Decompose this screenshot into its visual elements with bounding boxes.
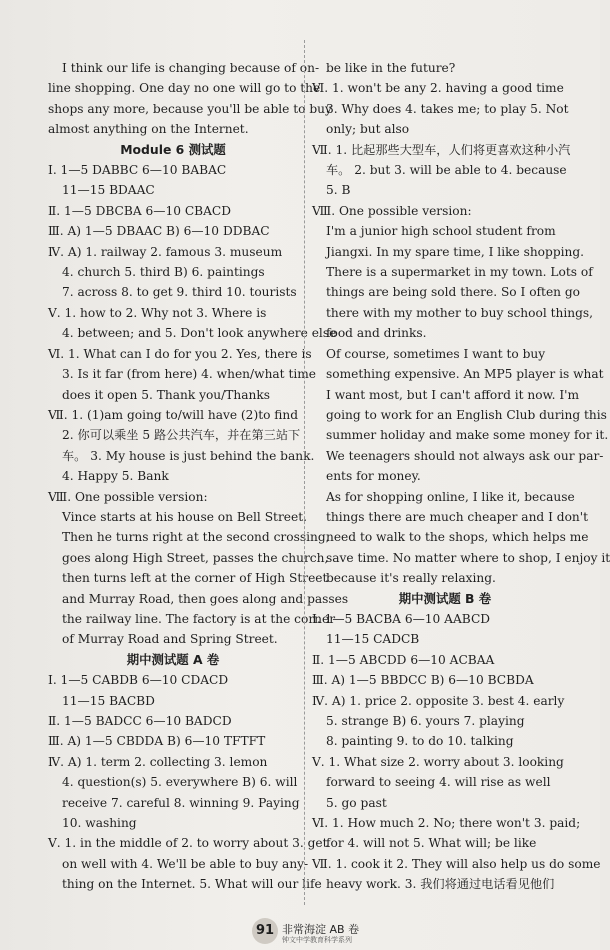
text-line: Ⅲ. A) 1—5 BBDCC B) 6—10 BCBDA xyxy=(312,673,534,688)
text-line: heavy work. 3. 我们将通过电话看见他们 xyxy=(326,877,555,892)
text-line: for 4. will not 5. What will; be like xyxy=(326,836,537,851)
text-line: ents for money. xyxy=(326,469,421,484)
text-line: Ⅴ. 1. in the middle of 2. to worry about 3. get xyxy=(48,836,328,851)
text-line: only; but also xyxy=(326,122,410,137)
text-line: Ⅳ. A) 1. term 2. collecting 3. lemon xyxy=(48,754,268,769)
text-line: Ⅶ. 1. 比起那些大型车，人们将更喜欢这种小汽 xyxy=(312,142,571,157)
text-line: of Murray Road and Spring Street. xyxy=(62,632,278,647)
text-line: thing on the Internet. 5. What will our life xyxy=(62,877,322,892)
publisher-line: 钟文中学教育科学系列 xyxy=(282,936,352,944)
text-line: Ⅶ. 1. (1)am going to/will have (2)to find xyxy=(48,407,299,422)
text-line: 4. Happy 5. Bank xyxy=(62,469,169,484)
text-line: Ⅷ. One possible version: xyxy=(48,489,208,504)
text-line: Ⅰ. 1—5 CABDB 6—10 CDACD xyxy=(48,673,229,688)
text-line: I want most, but I can't afford it now. I'm xyxy=(326,387,580,402)
text-line: does it open 5. Thank you/Thanks xyxy=(62,387,270,402)
text-line: something expensive. An MP5 player is what xyxy=(326,367,604,382)
text-line: I'm a junior high school student from xyxy=(326,224,556,239)
text-line: Vince starts at his house on Bell Street. xyxy=(62,509,307,524)
text-line: Ⅳ. A) 1. railway 2. famous 3. museum xyxy=(48,244,283,259)
text-line: 车。 2. but 3. will be able to 4. because xyxy=(326,163,567,178)
text-line: Ⅷ. One possible version: xyxy=(312,203,472,218)
text-line: summer holiday and make some money for it. xyxy=(326,428,609,443)
text-line: then turns left at the corner of High Street xyxy=(62,571,328,586)
right-column xyxy=(312,58,610,895)
text-line: Ⅲ. A) 1—5 CBDDA B) 6—10 TFTFT xyxy=(48,734,266,749)
text-line: there with my mother to buy school things, xyxy=(326,305,594,320)
text-line: almost anything on the Internet. xyxy=(48,122,249,137)
text-line: Ⅶ. 1. cook it 2. They will also help us do some xyxy=(312,856,601,871)
section-heading: 期中测试题 A 卷 xyxy=(126,651,220,667)
text-line: Ⅱ. 1—5 BADCC 6—10 BADCD xyxy=(48,714,232,728)
text-line: things are being sold there. So I often go xyxy=(326,285,581,300)
text-line: Then he turns right at the second crossing, xyxy=(62,530,330,545)
section-heading: 期中测试题 B 卷 xyxy=(398,590,492,606)
text-line: As for shopping online, I like it, because xyxy=(326,489,575,504)
text-line: Ⅰ. 1—5 BACBA 6—10 AABCD xyxy=(312,611,491,626)
text-line: the railway line. The factory is at the corner xyxy=(62,611,336,626)
text-line: Ⅵ. 1. How much 2. No; there won't 3. paid; xyxy=(312,816,581,831)
text-line: 8. painting 9. to do 10. talking xyxy=(326,734,514,749)
text-line: need to walk to the shops, which helps me xyxy=(326,530,589,545)
column-divider xyxy=(304,40,305,905)
text-line: goes along High Street, passes the church, xyxy=(62,550,329,565)
text-line: 4. church 5. third B) 6. paintings xyxy=(62,265,265,280)
page-number: 91 xyxy=(252,918,278,944)
text-line: 11—15 BACBD xyxy=(62,693,155,708)
text-line: and Murray Road, then goes along and passes xyxy=(62,591,349,606)
text-line: shops any more, because you'll be able to buy xyxy=(48,101,332,116)
text-line: 3. Is it far (from here) 4. when/what time xyxy=(62,367,317,382)
text-line: 2. 你可以乘坐 5 路公共汽车，并在第三站下 xyxy=(62,428,301,443)
text-line: 3. Why does 4. takes me; to play 5. Not xyxy=(326,101,569,116)
text-line: save time. No matter where to shop, I enjoy it xyxy=(326,550,610,565)
text-line: There is a supermarket in my town. Lots of xyxy=(326,265,593,280)
text-line: because it's really relaxing. xyxy=(326,571,496,586)
text-line: Of course, sometimes I want to buy xyxy=(326,346,546,361)
text-line: Ⅱ. 1—5 DBCBA 6—10 CBACD xyxy=(48,203,232,218)
text-line: 4. question(s) 5. everywhere B) 6. will xyxy=(62,775,298,790)
text-line: Ⅴ. 1. how to 2. Why not 3. Where is xyxy=(48,305,267,320)
text-line: forward to seeing 4. will rise as well xyxy=(326,775,551,790)
text-line: food and drinks. xyxy=(326,326,427,341)
text-line: 5. strange B) 6. yours 7. playing xyxy=(326,714,525,728)
book-title: 非常海淀 AB 卷 xyxy=(282,923,360,936)
left-column xyxy=(48,58,349,895)
text-line: 7. across 8. to get 9. third 10. tourists xyxy=(62,285,297,300)
text-line: 车。 3. My house is just behind the bank. xyxy=(62,448,315,463)
text-line: Ⅰ. 1—5 DABBC 6—10 BABAC xyxy=(48,163,227,178)
section-heading: Module 6 测试题 xyxy=(120,141,226,157)
text-line: Ⅱ. 1—5 ABCDD 6—10 ACBAA xyxy=(312,652,495,667)
text-line: Ⅵ. 1. What can I do for you 2. Yes, there is xyxy=(48,346,312,361)
text-line: Ⅵ. 1. won't be any 2. having a good time xyxy=(312,81,564,96)
text-line: 5. B xyxy=(326,183,351,198)
text-line: I think our life is changing because of on- xyxy=(62,61,320,75)
text-line: 11—15 BDAAC xyxy=(62,183,155,198)
text-line: 11—15 CADCB xyxy=(326,632,420,647)
text-line: We teenagers should not always ask our par- xyxy=(326,448,604,463)
text-line: 10. washing xyxy=(62,816,137,831)
text-line: going to work for an English Club during this xyxy=(326,407,607,422)
text-line: receive 7. careful 8. winning 9. Paying xyxy=(62,795,300,810)
text-line: on well with 4. We'll be able to buy any- xyxy=(62,856,309,871)
text-line: 5. go past xyxy=(326,795,387,810)
text-line: 4. between; and 5. Don't look anywhere else xyxy=(62,326,337,341)
text-line: Ⅲ. A) 1—5 DBAAC B) 6—10 DDBAC xyxy=(48,224,270,239)
text-line: Jiangxi. In my spare time, I like shopping. xyxy=(326,244,585,259)
text-line: line shopping. One day no one will go to the xyxy=(48,81,321,96)
text-line: things there are much cheaper and I don't xyxy=(326,509,589,524)
text-line: Ⅳ. A) 1. price 2. opposite 3. best 4. early xyxy=(312,693,565,708)
text-line: be like in the future? xyxy=(326,61,456,75)
text-line: Ⅴ. 1. What size 2. worry about 3. looking xyxy=(312,754,564,769)
